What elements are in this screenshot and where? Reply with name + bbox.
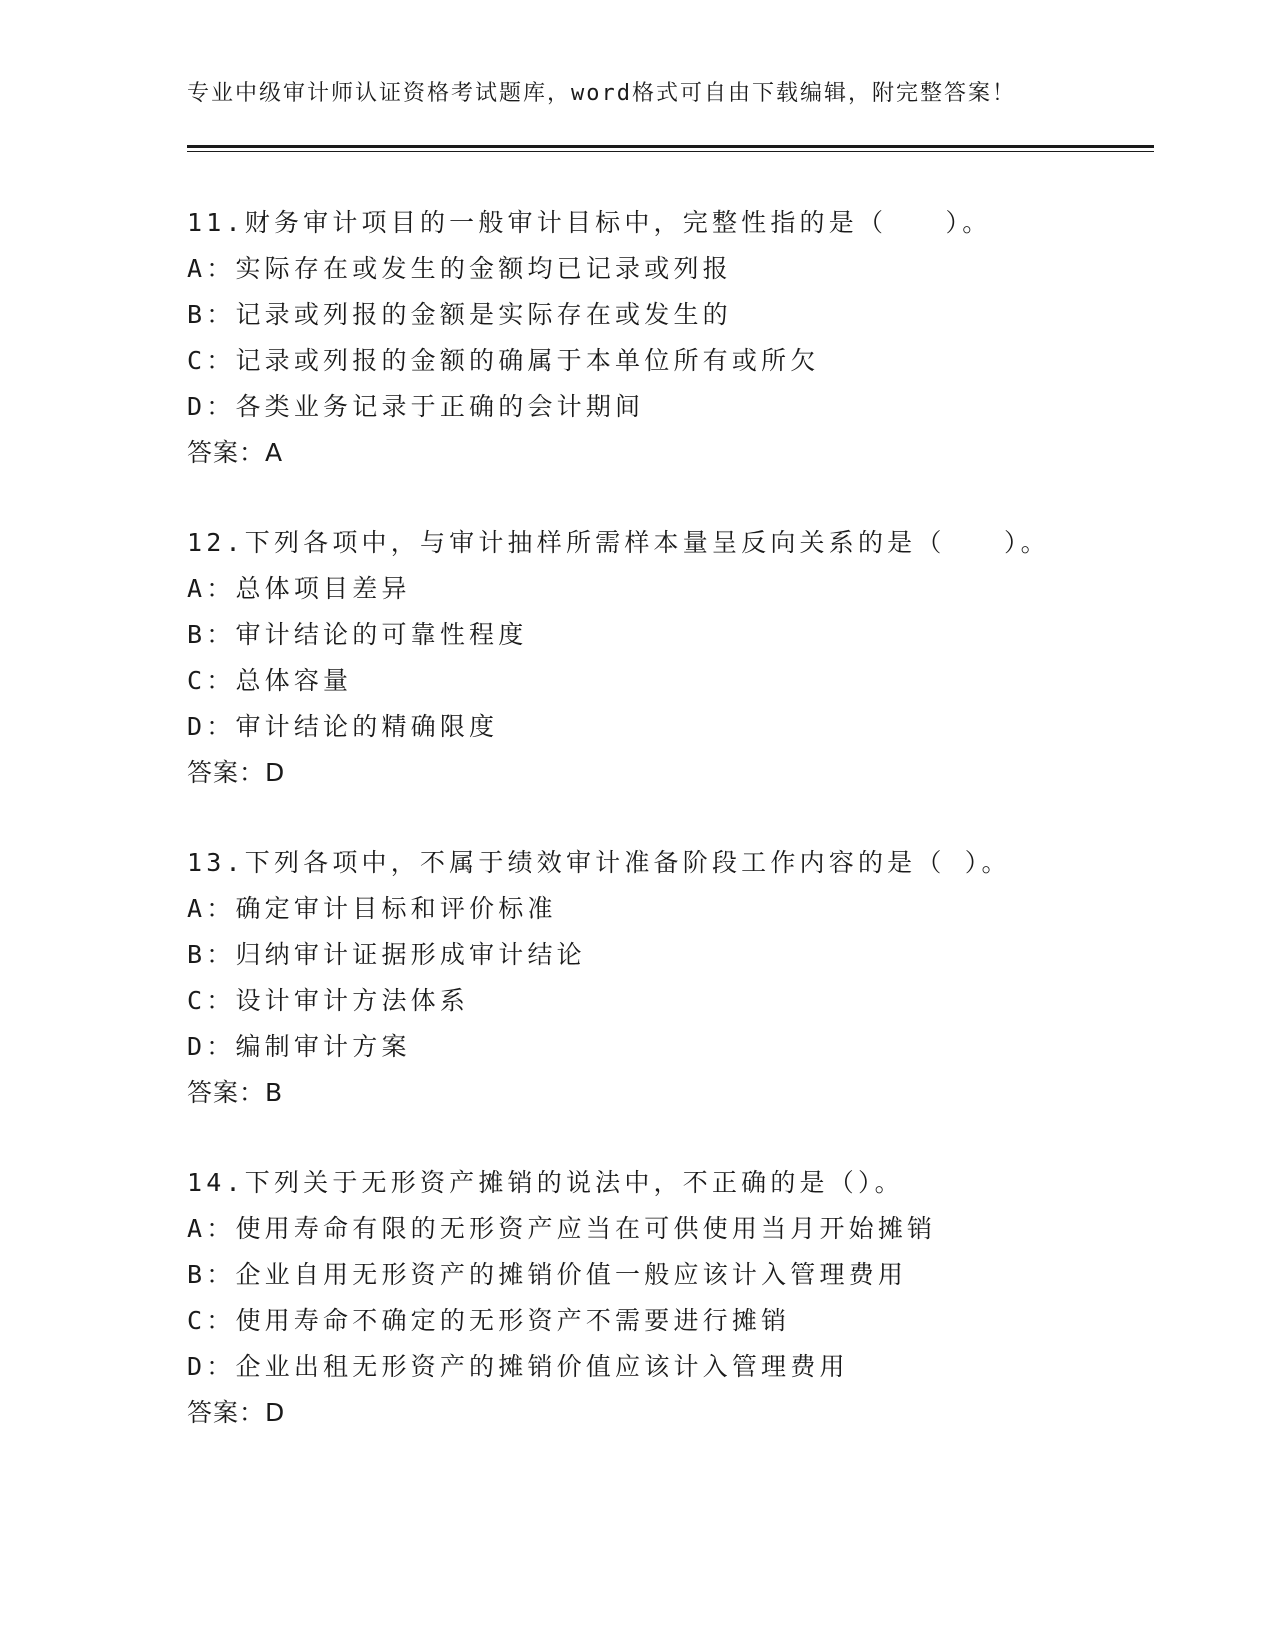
option-a: A：使用寿命有限的无形资产应当在可供使用当月开始摊销 [187,1214,937,1243]
page-header: 专业中级审计师认证资格考试题库，word格式可自由下载编辑，附完整答案！ [187,81,1016,106]
answer-line: 答案：D [187,758,286,787]
header-rule-thin [187,151,1154,152]
option-c: C：使用寿命不确定的无形资产不需要进行摊销 [187,1306,791,1335]
option-c: C：记录或列报的金额的确属于本单位所有或所欠 [187,346,820,375]
option-d: D：企业出租无形资产的摊销价值应该计入管理费用 [187,1352,849,1381]
question-stem: 11.财务审计项目的一般审计目标中，完整性指的是（ ）。 [187,208,992,237]
answer-line: 答案：B [187,1078,284,1107]
option-a: A：总体项目差异 [187,574,411,603]
option-a: A：实际存在或发生的金额均已记录或列报 [187,254,732,283]
option-a: A：确定审计目标和评价标准 [187,894,557,923]
question-stem: 14.下列关于无形资产摊销的说法中，不正确的是（）。 [187,1168,904,1197]
option-b: B：记录或列报的金额是实际存在或发生的 [187,300,732,329]
question-11 [187,200,1167,520]
option-b: B：审计结论的可靠性程度 [187,620,528,649]
option-d: D：编制审计方案 [187,1032,411,1061]
question-stem: 12.下列各项中，与审计抽样所需样本量呈反向关系的是（ ）。 [187,528,1050,557]
question-stem: 13.下列各项中，不属于绩效审计准备阶段工作内容的是（ ）。 [187,848,1011,877]
header-rule-thick [187,145,1154,148]
option-b: B：企业自用无形资产的摊销价值一般应该计入管理费用 [187,1260,908,1289]
question-14 [187,1160,1167,1480]
option-c: C：设计审计方法体系 [187,986,470,1015]
option-b: B：归纳审计证据形成审计结论 [187,940,586,969]
option-c: C：总体容量 [187,666,353,695]
option-d: D：审计结论的精确限度 [187,712,499,741]
option-d: D：各类业务记录于正确的会计期间 [187,392,645,421]
question-12 [187,520,1167,840]
question-list [187,200,1167,1480]
question-13 [187,840,1167,1160]
answer-line: 答案：A [187,438,284,467]
answer-line: 答案：D [187,1398,286,1427]
